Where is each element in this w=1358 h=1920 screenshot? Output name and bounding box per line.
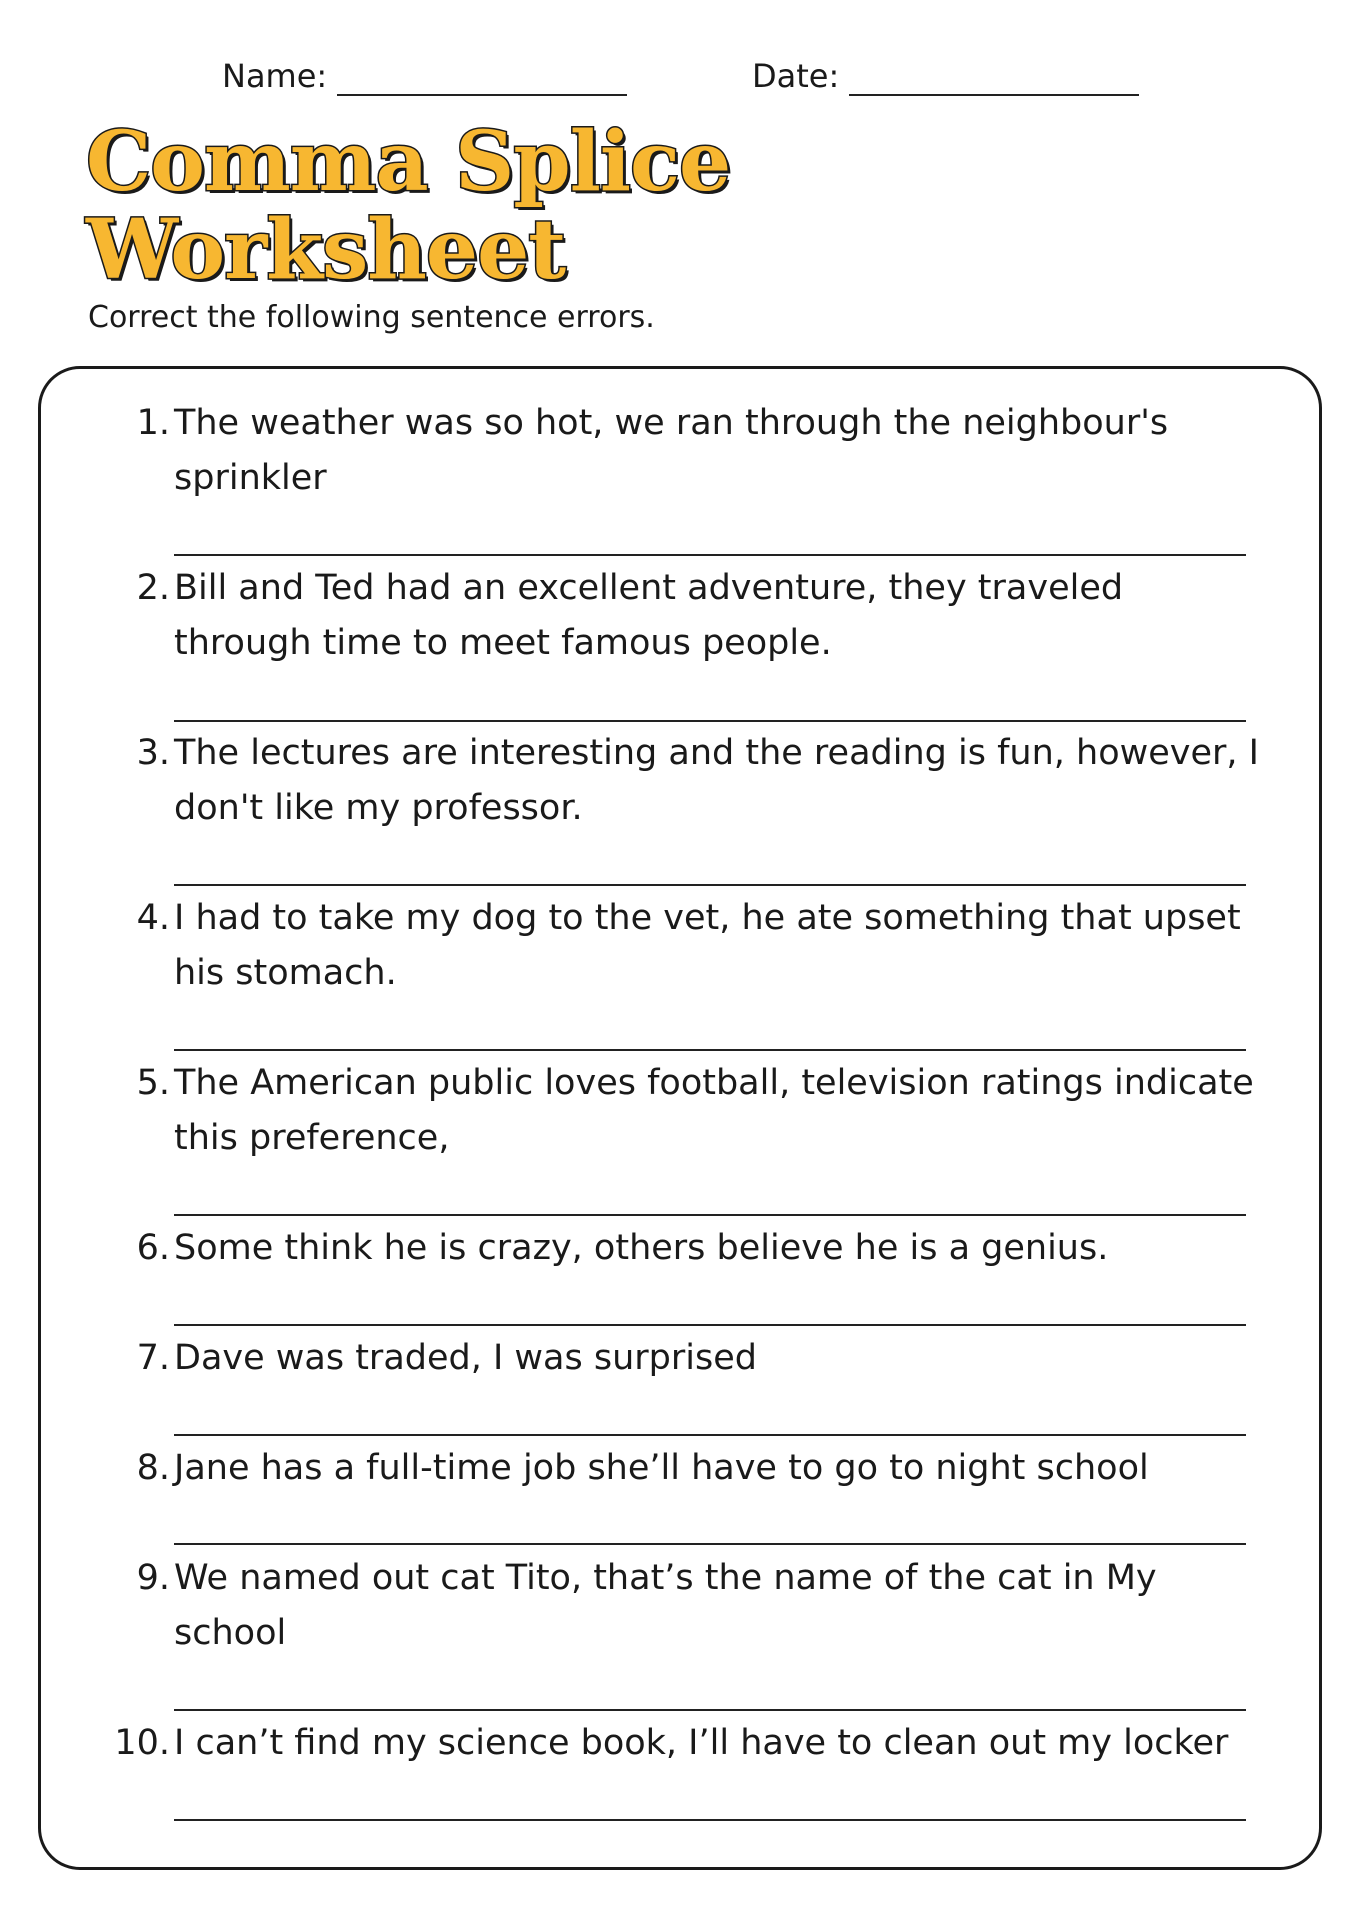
instructions: Correct the following sentence errors. <box>88 300 655 335</box>
title-line-1: Comma Splice <box>86 114 731 210</box>
answer-line-9[interactable] <box>174 1709 1246 1711</box>
item-number: 6. <box>136 1228 170 1268</box>
item-sentence: Dave was traded, I was surprised <box>174 1338 757 1378</box>
date-label: Date: <box>752 57 840 95</box>
answer-line-10[interactable] <box>174 1819 1246 1821</box>
date-blank-line[interactable] <box>849 60 1139 96</box>
item-sentence: Some think he is crazy, others believe he is a genius. <box>174 1228 1109 1268</box>
item-sentence: Bill and Ted had an excellent adventure, they traveled through time to meet famous people. <box>174 568 1124 663</box>
answer-line-6[interactable] <box>174 1324 1246 1326</box>
item-number: 5. <box>136 1063 170 1103</box>
title-line-2: Worksheet <box>86 202 566 298</box>
name-label: Name: <box>222 57 328 95</box>
date-field[interactable] <box>752 56 1139 96</box>
item-number: 3. <box>136 733 170 773</box>
item-sentence: I can’t find my science book, I’ll have to clean out my locker <box>174 1723 1229 1763</box>
item-sentence: The weather was so hot, we ran through the neighbour's sprinkler <box>174 403 1169 498</box>
item-sentence: The lectures are interesting and the reading is fun, however, I don't like my professor. <box>174 733 1259 828</box>
name-blank-line[interactable] <box>337 60 627 96</box>
answer-line-8[interactable] <box>174 1543 1246 1545</box>
item-sentence: Jane has a full-time job she’ll have to go to night school <box>174 1448 1149 1488</box>
item-sentence: We named out cat Tito, that’s the name of the cat in My school <box>174 1558 1157 1653</box>
item-number: 2. <box>136 568 170 608</box>
worksheet-title <box>86 114 731 298</box>
answer-line-2[interactable] <box>174 720 1246 722</box>
answer-line-5[interactable] <box>174 1214 1246 1216</box>
item-number: 8. <box>136 1448 170 1488</box>
name-field[interactable] <box>222 56 627 96</box>
item-sentence: The American public loves football, television ratings indicate this preference, <box>174 1063 1254 1158</box>
answer-line-3[interactable] <box>174 884 1246 886</box>
answer-line-1[interactable] <box>174 554 1246 556</box>
item-number: 10. <box>114 1723 170 1763</box>
item-number: 7. <box>136 1338 170 1378</box>
answer-line-4[interactable] <box>174 1049 1246 1051</box>
item-number: 9. <box>136 1558 170 1598</box>
item-number: 1. <box>136 403 170 443</box>
answer-line-7[interactable] <box>174 1434 1246 1436</box>
item-number: 4. <box>136 898 170 938</box>
item-sentence: I had to take my dog to the vet, he ate something that upset his stomach. <box>174 898 1241 993</box>
